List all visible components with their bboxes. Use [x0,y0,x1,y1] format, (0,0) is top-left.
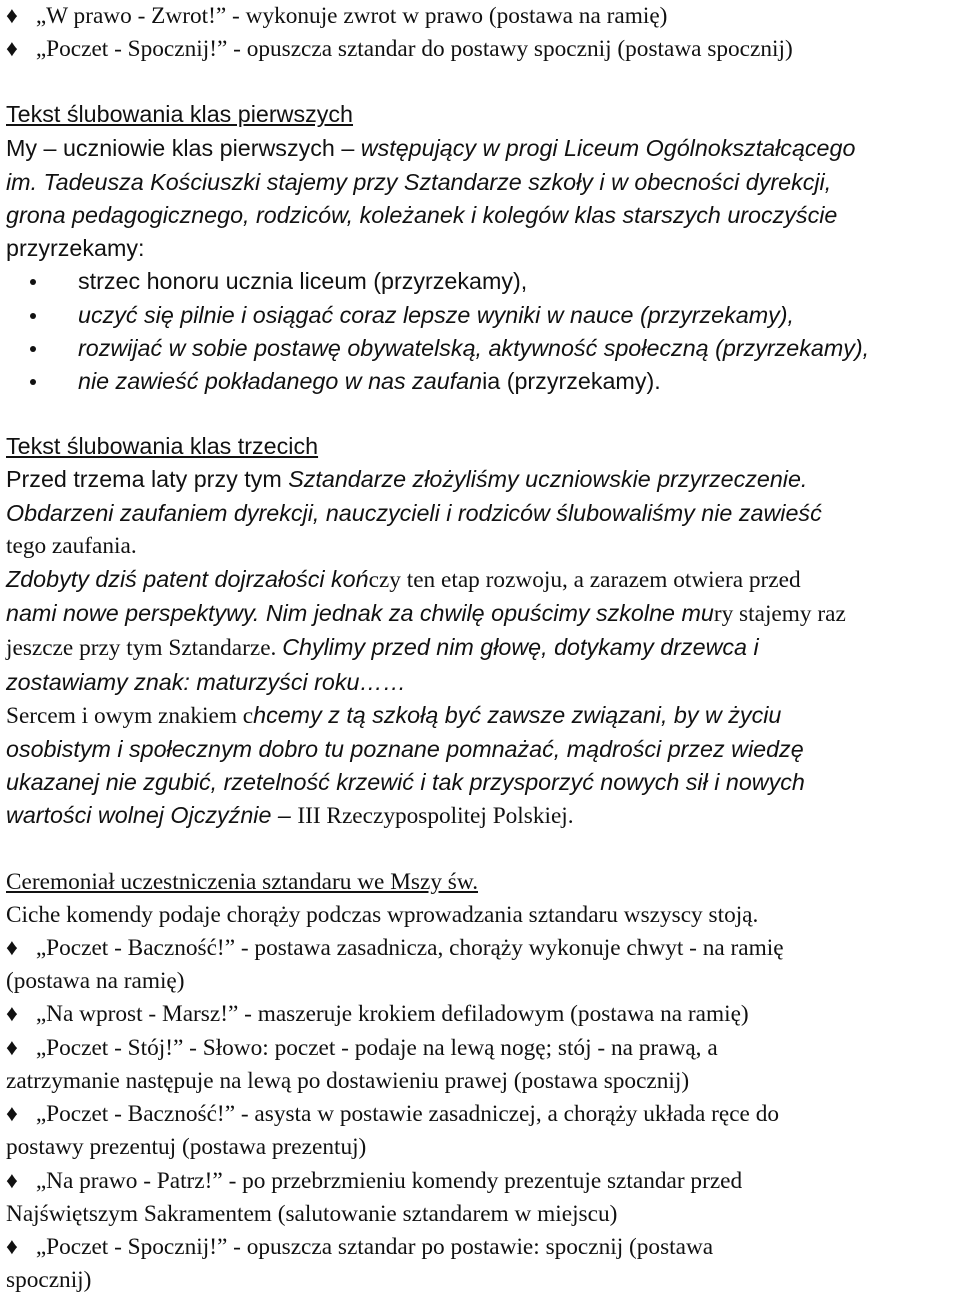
pledge-line [6,631,956,665]
command-text: „Poczet - Baczność!” - asysta w postawie zasadniczej, a chorąży układa ręce do [30,1101,780,1128]
command-text: „W prawo - Zwrot!” - wykonuje zwrot w prawo (postawa na ramię) [30,3,668,29]
command-text: „Na wprost - Marsz!” - maszeruje krokiem defiladowym (postawa na ramię) [30,1001,749,1028]
list-item-text: strzec honoru ucznia liceum (przyrzekamy), [78,268,528,295]
bullet-icon [30,346,36,352]
command-text: „Poczet - Spocznij!” - opuszcza sztandar po postawie: spocznij (postawa [30,1233,714,1260]
pledge-text-italic: Sztandarze złożyliśmy uczniowskie przyrzeczenie. [288,466,808,493]
command-line-continued: Najświętszym Sakramentem (salutowanie sztandarem w miejscu) [6,1200,618,1227]
pledge-text-italic: hcemy z tą szkołą być zawsze związani, by w życiu [253,701,782,728]
pledge-text-italic: nami nowe perspektywy. Nim jednak za chwilę opuścimy szkolne mu [6,600,714,627]
pledge-line [6,799,956,833]
pledge-text: III Rzeczypospolitej Polskiej. [297,803,574,830]
command-line [6,998,956,1031]
command-line [6,1231,956,1264]
diamond-icon: ♦ [6,3,18,29]
spacer [6,398,956,430]
diamond-icon: ♦ [6,1233,18,1260]
pledge-text: My – uczniowie klas pierwszych – [6,134,361,161]
pledge-text: Sercem i owym znakiem c [6,702,254,729]
pledge-text: jeszcze przy tym S [6,635,182,662]
pledge-text: ztandarze. [181,635,283,662]
diamond-icon: ♦ [6,1167,18,1194]
command-text: „Poczet - Stój!” - Słowo: poczet - podaje na lewą nogę; stój - na prawą, a [30,1034,718,1061]
command-text: „Poczet - Baczność!” - postawa zasadnicza, chorąży wykonuje chwyt - na ramię [30,935,784,962]
list-item [6,365,956,398]
diamond-icon: ♦ [6,1034,18,1061]
command-line [6,33,956,66]
document-page [6,0,956,1297]
command-text: „Na prawo - Patrz!” - po przebrzmieniu komendy prezentuje sztandar przed [30,1167,743,1194]
command-text: „Poczet - Spocznij!” - opuszcza sztandar do postawy spocznij (postawa spocznij) [30,36,793,63]
list-item [6,332,956,365]
list-item-text: uczyć się pilnie i osiągać coraz lepsze wyniki w nauce (przyrzekamy), [78,301,794,328]
pledge-line: grona pedagogicznego, rodziców, koleżanek i kolegów klas starszych uroczyście [6,202,838,229]
command-line-continued: zatrzymanie następuje na lewą po dostawieniu prawej (postawa spocznij) [6,1067,690,1094]
pledge-text-italic: Chylimy przed nim głowę, dotykamy drzewca i [282,634,759,661]
pledge-text-italic: wstępujący w progi Liceum Ogólnokształcącego [360,134,856,161]
diamond-icon: ♦ [6,935,18,962]
pledge-text: Przed trzema laty przy tym [6,466,289,493]
spacer [6,834,956,866]
list-item-text: rozwijać w sobie postawę obywatelską, aktywność społeczną (przyrzekamy), [78,334,870,361]
pledge-line: tego zaufania. [6,532,137,559]
diamond-icon: ♦ [6,1001,18,1028]
section-heading-third-classes: Tekst ślubowania klas trzecich [6,433,319,460]
command-line-continued: postawy prezentuj (postawa prezentuj) [6,1134,367,1161]
list-item-text: ia (przyrzekamy). [482,368,661,395]
bullet-icon [30,279,36,285]
ceremony-intro: Ciche komendy podaje chorąży podczas wprowadzania sztandaru wszyscy stoją. [6,901,759,928]
command-line [6,0,956,33]
pledge-line [6,563,956,597]
spacer [6,66,956,98]
pledge-line: im. Tadeusza Kościuszki stajemy przy Sztandarze szkoły i w obecności dyrekcji, [6,168,832,195]
bullet-icon [30,379,36,385]
pledge-line [6,463,956,496]
pledge-text-italic: wartości wolnej Ojczyźnie – [6,802,298,829]
list-item [6,265,956,298]
command-line [6,1098,956,1131]
command-line-continued: spocznij) [6,1267,92,1294]
pledge-text-italic: Zdobyty dziś patent dojrzałości koń [6,566,369,593]
pledge-line: osobistym i społecznym dobro tu poznane pomnażać, mądrości przez wiedzę [6,736,804,763]
pledge-line: zostawiamy znak: maturzyści roku…… [6,668,407,695]
pledge-line [6,132,956,166]
pledge-text: ry stajemy raz [713,601,846,628]
diamond-icon: ♦ [6,36,18,63]
pledge-line: ukazanej nie zgubić, rzetelność krzewić i tak przysporzyć nowych sił i nowych [6,769,805,796]
command-line [6,1165,956,1198]
list-item [6,299,956,332]
pledge-line: przyrzekamy: [6,235,145,262]
bullet-icon [30,313,36,319]
list-item-text-italic: nie zawieść pokładanego w nas zaufan [78,368,483,395]
pledge-line [6,597,956,631]
command-line [6,1032,956,1065]
diamond-icon: ♦ [6,1101,18,1128]
pledge-line: Obdarzeni zaufaniem dyrekcji, nauczycieli i rodziców ślubowaliśmy nie zawieść [6,499,822,526]
section-heading-first-classes: Tekst ślubowania klas pierwszych [6,101,354,128]
section-heading-mass-ceremony: Ceremoniał uczestniczenia sztandaru we Mszy św. [6,868,479,895]
command-line [6,932,956,965]
pledge-line [6,699,956,733]
pledge-text: czy ten etap rozwoju, a zarazem otwiera przed [368,567,801,594]
command-line-continued: (postawa na ramię) [6,968,185,995]
